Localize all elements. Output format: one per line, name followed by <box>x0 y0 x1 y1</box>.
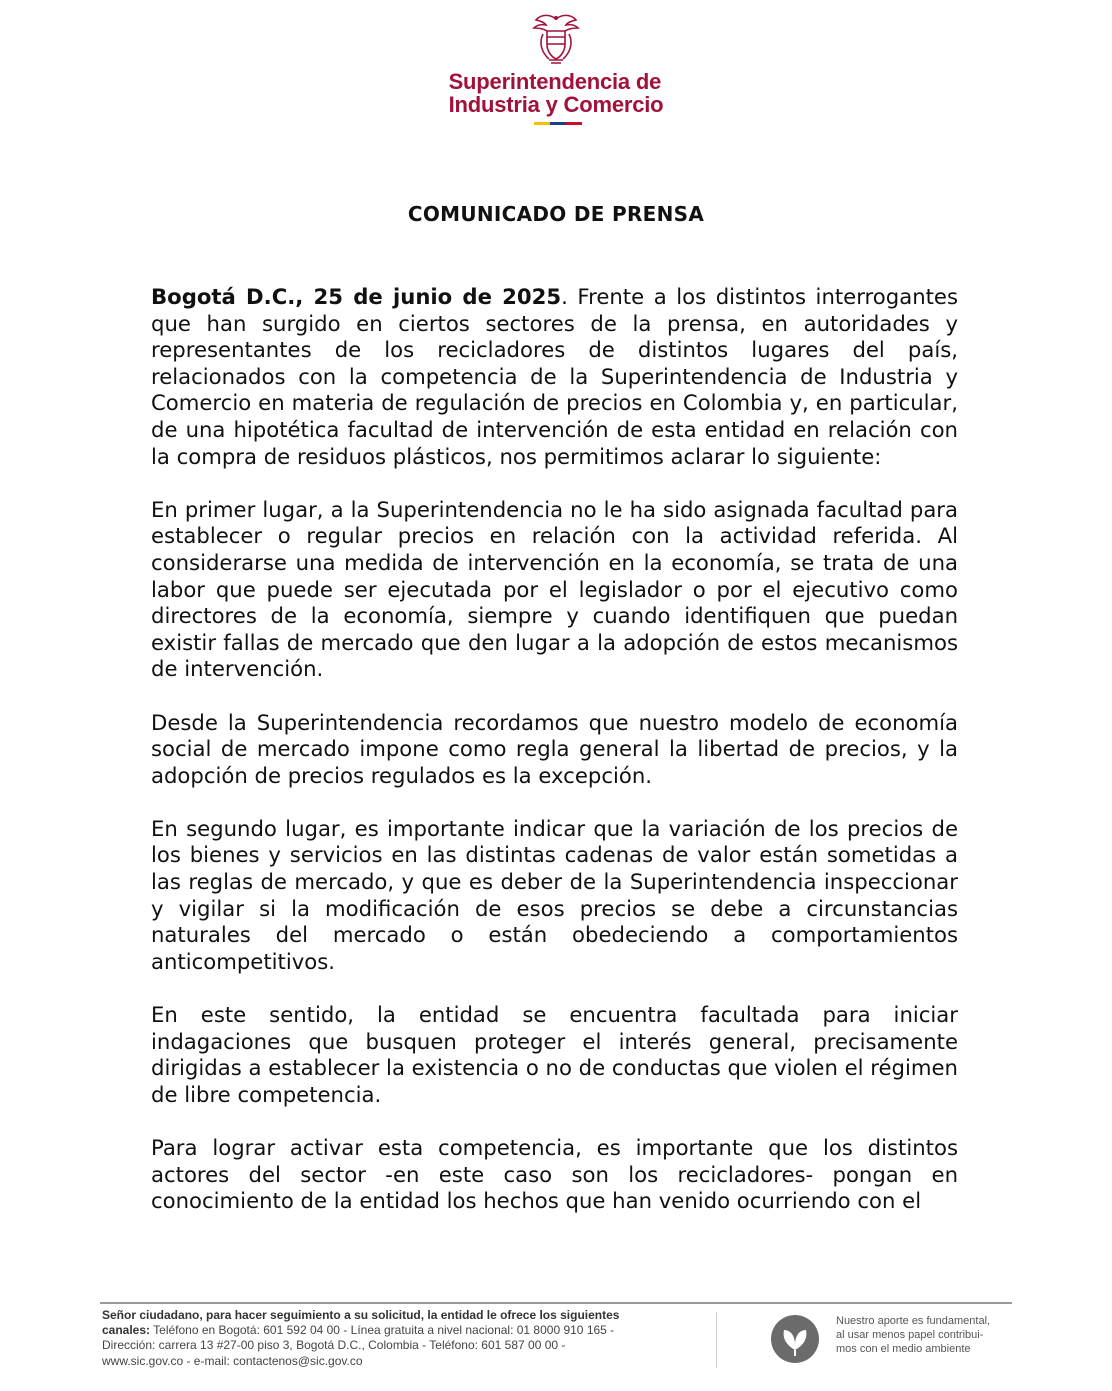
paragraph-6: Para lograr activar esta competencia, es importante que los distintos actores del sector -en este caso son los recicladores- pongan en conocimiento de la entidad los hechos que han venido ocurriendo con el <box>151 1135 958 1214</box>
document-body <box>151 284 958 1215</box>
web-email-line: www.sic.gov.co - e-mail: contactenos@sic.gov.co <box>102 1353 363 1368</box>
paragraph-2: En primer lugar, a la Superintendencia no le ha sido asignada facultad para establecer o regular precios en relación con la actividad referida. Al considerarse una medida de intervención en la economía, se trata de una labor que puede ser ejecutada por el legislador o por el ejecutivo como directores de la economía, siempre y cuando identifiquen que puedan existir fallas de mercado que den lugar a la adopción de estos mecanismos de intervención. <box>151 496 958 682</box>
environment-note-line1: Nuestro aporte es fundamental, <box>836 1315 991 1327</box>
flag-color-bar <box>534 122 582 125</box>
flag-yellow-stripe <box>534 122 550 125</box>
environment-note-line3: mos con el medio ambiente <box>836 1343 971 1355</box>
coat-of-arms-seal-icon <box>531 12 581 68</box>
flag-red-stripe <box>566 122 582 125</box>
contact-info <box>102 1308 702 1369</box>
footer-divider <box>100 1302 1012 1304</box>
dateline: Bogotá D.C., 25 de junio de 2025 <box>151 284 562 309</box>
organization-name-line1: Superintendencia de <box>448 69 662 94</box>
organization-name <box>449 70 664 116</box>
paragraph-3: Desde la Superintendencia recordamos que nuestro modelo de economía social de mercado impone como regla general la libertad de precios, y la adopción de precios regulados es la excepción. <box>151 709 958 788</box>
channels-label: canales: <box>102 1323 151 1338</box>
contact-intro: Señor ciudadano, para hacer seguimiento a su solicitud, la entidad le ofrece los siguientes <box>102 1308 620 1322</box>
environment-note-line2: al usar menos papel contribui- <box>836 1329 984 1341</box>
paragraph-1 <box>151 284 958 470</box>
address-line: Dirección: carrera 13 #27-00 piso 3, Bogotá D.C., Colombia - Teléfono: 601 587 00 00 - <box>102 1338 566 1353</box>
organization-name-line2: Industria y Comercio <box>448 92 664 117</box>
phone-lines: Teléfono en Bogotá: 601 592 04 00 - Línea gratuita a nivel nacional: 01 8000 910 165 - <box>150 1323 615 1338</box>
footer-separator <box>716 1312 717 1368</box>
paragraph-1-text: . Frente a los distintos interrogantes que han surgido en ciertos sectores de la prensa, en autoridades y representantes de los recicladores de distintos lugares del país, relacionados con la competencia de la Superintendencia de Industria y Comercio en materia de regulación de precios en Colombia y, en particular, de una hipotética facultad de intervención de esta entidad en relación con la compra de residuos plásticos, nos permitimos aclarar lo siguiente: <box>151 284 959 469</box>
document-title: COMUNICADO DE PRENSA <box>407 202 705 226</box>
paragraph-4: En segundo lugar, es importante indicar que la variación de los precios de los bienes y servicios en las distintas cadenas de valor están sometidas a las reglas de mercado, y que es deber de la Superintendencia inspeccionar y vigilar si la modificación de esos precios se debe a circunstancias naturales del mercado o están obedeciendo a comportamientos anticompetitivos. <box>151 815 958 974</box>
eco-leaf-icon <box>768 1312 822 1366</box>
page-footer <box>100 1302 1012 1382</box>
environment-note <box>836 1314 1016 1356</box>
paragraph-5: En este sentido, la entidad se encuentra facultada para iniciar indagaciones que busquen proteger el interés general, precisamente dirigidas a establecer la existencia o no de conductas que violen el régimen de libre competencia. <box>151 1002 958 1107</box>
letterhead <box>0 12 1112 125</box>
flag-blue-stripe <box>550 122 566 125</box>
contact-channels <box>102 1323 702 1338</box>
